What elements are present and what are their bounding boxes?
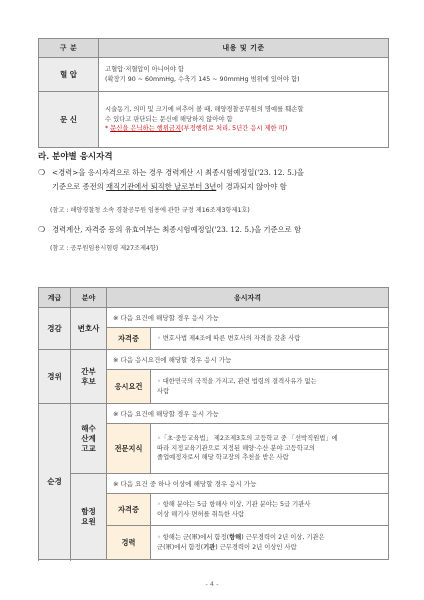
requirement-note: ※ 다음 요건 중 하나 이상에 해당할 경우 응시 가능 bbox=[107, 474, 389, 494]
table-row bbox=[39, 474, 389, 494]
content-line: (확장기 90 ~ 60mmHg, 수축기 145 ~ 90mmHg 범위에 있어야 함) bbox=[105, 75, 300, 83]
level-cell: 순경 bbox=[39, 404, 71, 560]
sub-category-cell: 자격증 bbox=[107, 328, 151, 350]
header-level: 계급 bbox=[39, 288, 71, 308]
header-content: 내용 및 기준 bbox=[99, 39, 389, 58]
tattoo-warning-note: * 문신을 은닉하는 행위금지(부정행위로 처리, 5년간 응시 제한 可) bbox=[105, 125, 288, 133]
table-row bbox=[39, 350, 389, 370]
table-row bbox=[39, 404, 389, 424]
requirement-text: ◦ 대한민국의 국적을 가지고, 관련 법령의 결격사유가 없는 사람 bbox=[151, 370, 389, 404]
table-row bbox=[39, 92, 389, 148]
reference-note: (참고 : 공무원임용시험령 제27조제4항) bbox=[50, 245, 159, 252]
requirement-note: ※ 다음 요건에 해당할 경우 응시 가능 bbox=[107, 308, 389, 328]
header-category: 구 분 bbox=[39, 39, 99, 58]
table-row bbox=[39, 58, 389, 92]
row-label-tattoo: 문 신 bbox=[39, 92, 99, 148]
content-line: 시술동기, 의미 및 크기에 비추어 볼 때, 해양경찰공무원의 명예를 훼손할 bbox=[105, 106, 304, 114]
row-label-blood-pressure: 혈 압 bbox=[39, 58, 99, 92]
level-cell: 경감 bbox=[39, 308, 71, 350]
sub-category-cell: 경력 bbox=[107, 526, 151, 560]
sub-category-cell: 자격증 bbox=[107, 494, 151, 526]
field-cell: 함정 요원 bbox=[71, 474, 107, 560]
circle-bullet-icon: ❍ bbox=[38, 168, 46, 177]
page-number: - 4 - bbox=[205, 580, 219, 588]
header-requirements: 응시자격 bbox=[107, 288, 389, 308]
paragraph-validity: ❍ 경력계산, 자격증 등의 유효여부는 최종시험예정일('23. 12. 5.)을 기준으로 함 bbox=[38, 223, 390, 237]
requirement-text: ◦ 항해는 군(軍)에서 함정(항해) 근무경력이 2년 이상, 기관은 군(軍)에서 함정(기관) 근무경력이 2년 이상인 사람 bbox=[151, 526, 389, 560]
table-header-row bbox=[39, 39, 389, 58]
qualification-table bbox=[38, 287, 389, 560]
requirement-note: ※ 다음 응시요건에 해당할 경우 응시 가능 bbox=[107, 350, 389, 370]
sub-category-cell: 응시요건 bbox=[107, 370, 151, 404]
requirement-text: ◦ 변호사법 제4조에 따른 변호사의 자격을 갖춘 사람 bbox=[151, 328, 389, 350]
field-cell: 변호사 bbox=[71, 308, 107, 350]
requirement-text: ◦ 항해 분야는 5급 항해사 이상, 기관 분야는 5급 기관사 이상 해기사 면허를 취득한 사람 bbox=[151, 494, 389, 526]
section-title: 라. 분야별 응시자격 bbox=[38, 152, 113, 162]
health-criteria-table bbox=[38, 38, 389, 148]
field-cell: 해수 산계 고교 bbox=[71, 404, 107, 474]
table-row bbox=[39, 308, 389, 328]
level-cell: 경위 bbox=[39, 350, 71, 404]
circle-bullet-icon: ❍ bbox=[38, 225, 46, 234]
reference-note: (참고 : 해양경찰청 소속 경찰공무원 임용에 관한 규정 제16조제3항제1호) bbox=[50, 207, 250, 214]
requirement-note: ※ 다음 요건에 해당할 경우 응시 가능 bbox=[107, 404, 389, 424]
requirement-text: ◦「초·중등교육법」 제2조제3호의 고등학교 중 「선박직원법」에 따라 지정교육기관으로 지정된 해양·수산 분야 고등학교의 졸업예정자로서 해당 학교장의 추천을 받은 사람 bbox=[151, 424, 389, 474]
content-line: 수 있다고 판단되는 문신에 해당하지 않아야 함 bbox=[105, 115, 233, 123]
content-line: 고혈압·저혈압이 아니어야 함 bbox=[105, 66, 184, 73]
header-field: 분야 bbox=[71, 288, 107, 308]
table-header-row bbox=[39, 288, 389, 308]
row-content-tattoo bbox=[99, 92, 389, 148]
field-cell: 간부 후보 bbox=[71, 350, 107, 404]
sub-category-cell: 전문지식 bbox=[107, 424, 151, 474]
row-content-blood-pressure bbox=[99, 58, 389, 92]
paragraph-career: ❍ <경력>을 응시자격으로 하는 경우 경력계산 시 최종시험예정일('23. 12. 5.)을 기준으로 종전의 재직기관에서 퇴직한 날로부터 3년이 경과되지 않아야 함 bbox=[38, 168, 304, 191]
